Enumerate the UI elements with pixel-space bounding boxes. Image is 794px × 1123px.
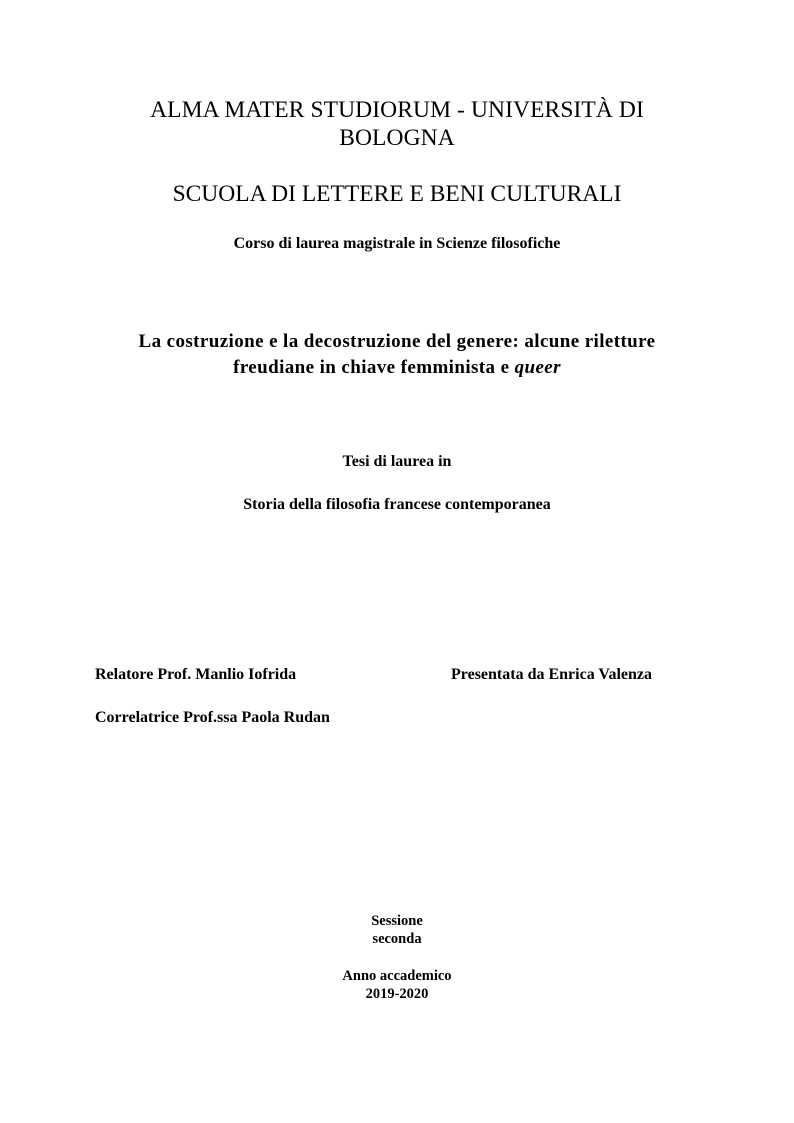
relatore: Relatore Prof. Manlio Iofrida [95,666,297,683]
anno-accademico-value: 2019-2020 [365,986,429,1002]
university-name-line1: ALMA MATER STUDIORUM - UNIVERSITÀ DI [150,97,644,123]
thesis-type: Tesi di laurea in [342,453,452,470]
school-name: SCUOLA DI LETTERE E BENI CULTURALI [172,181,622,207]
sessione-value: seconda [372,931,422,947]
thesis-title-line2 [0,355,794,381]
thesis-subject: Storia della filosofia francese contemporanea [243,496,551,513]
thesis-title-queer: queer [514,357,561,378]
presentata-da: Presentata da Enrica Valenza [451,666,653,683]
thesis-title-line2-text: freudiane in chiave femminista e [233,357,510,378]
anno-accademico-label: Anno accademico [342,968,452,984]
sessione-label: Sessione [371,913,423,929]
course-name: Corso di laurea magistrale in Scienze filosofiche [233,235,561,252]
thesis-title-line1: La costruzione e la decostruzione del genere: alcune riletture [138,331,656,352]
university-name-line2: BOLOGNA [339,125,455,151]
correlatrice: Correlatrice Prof.ssa Paola Rudan [95,709,330,726]
